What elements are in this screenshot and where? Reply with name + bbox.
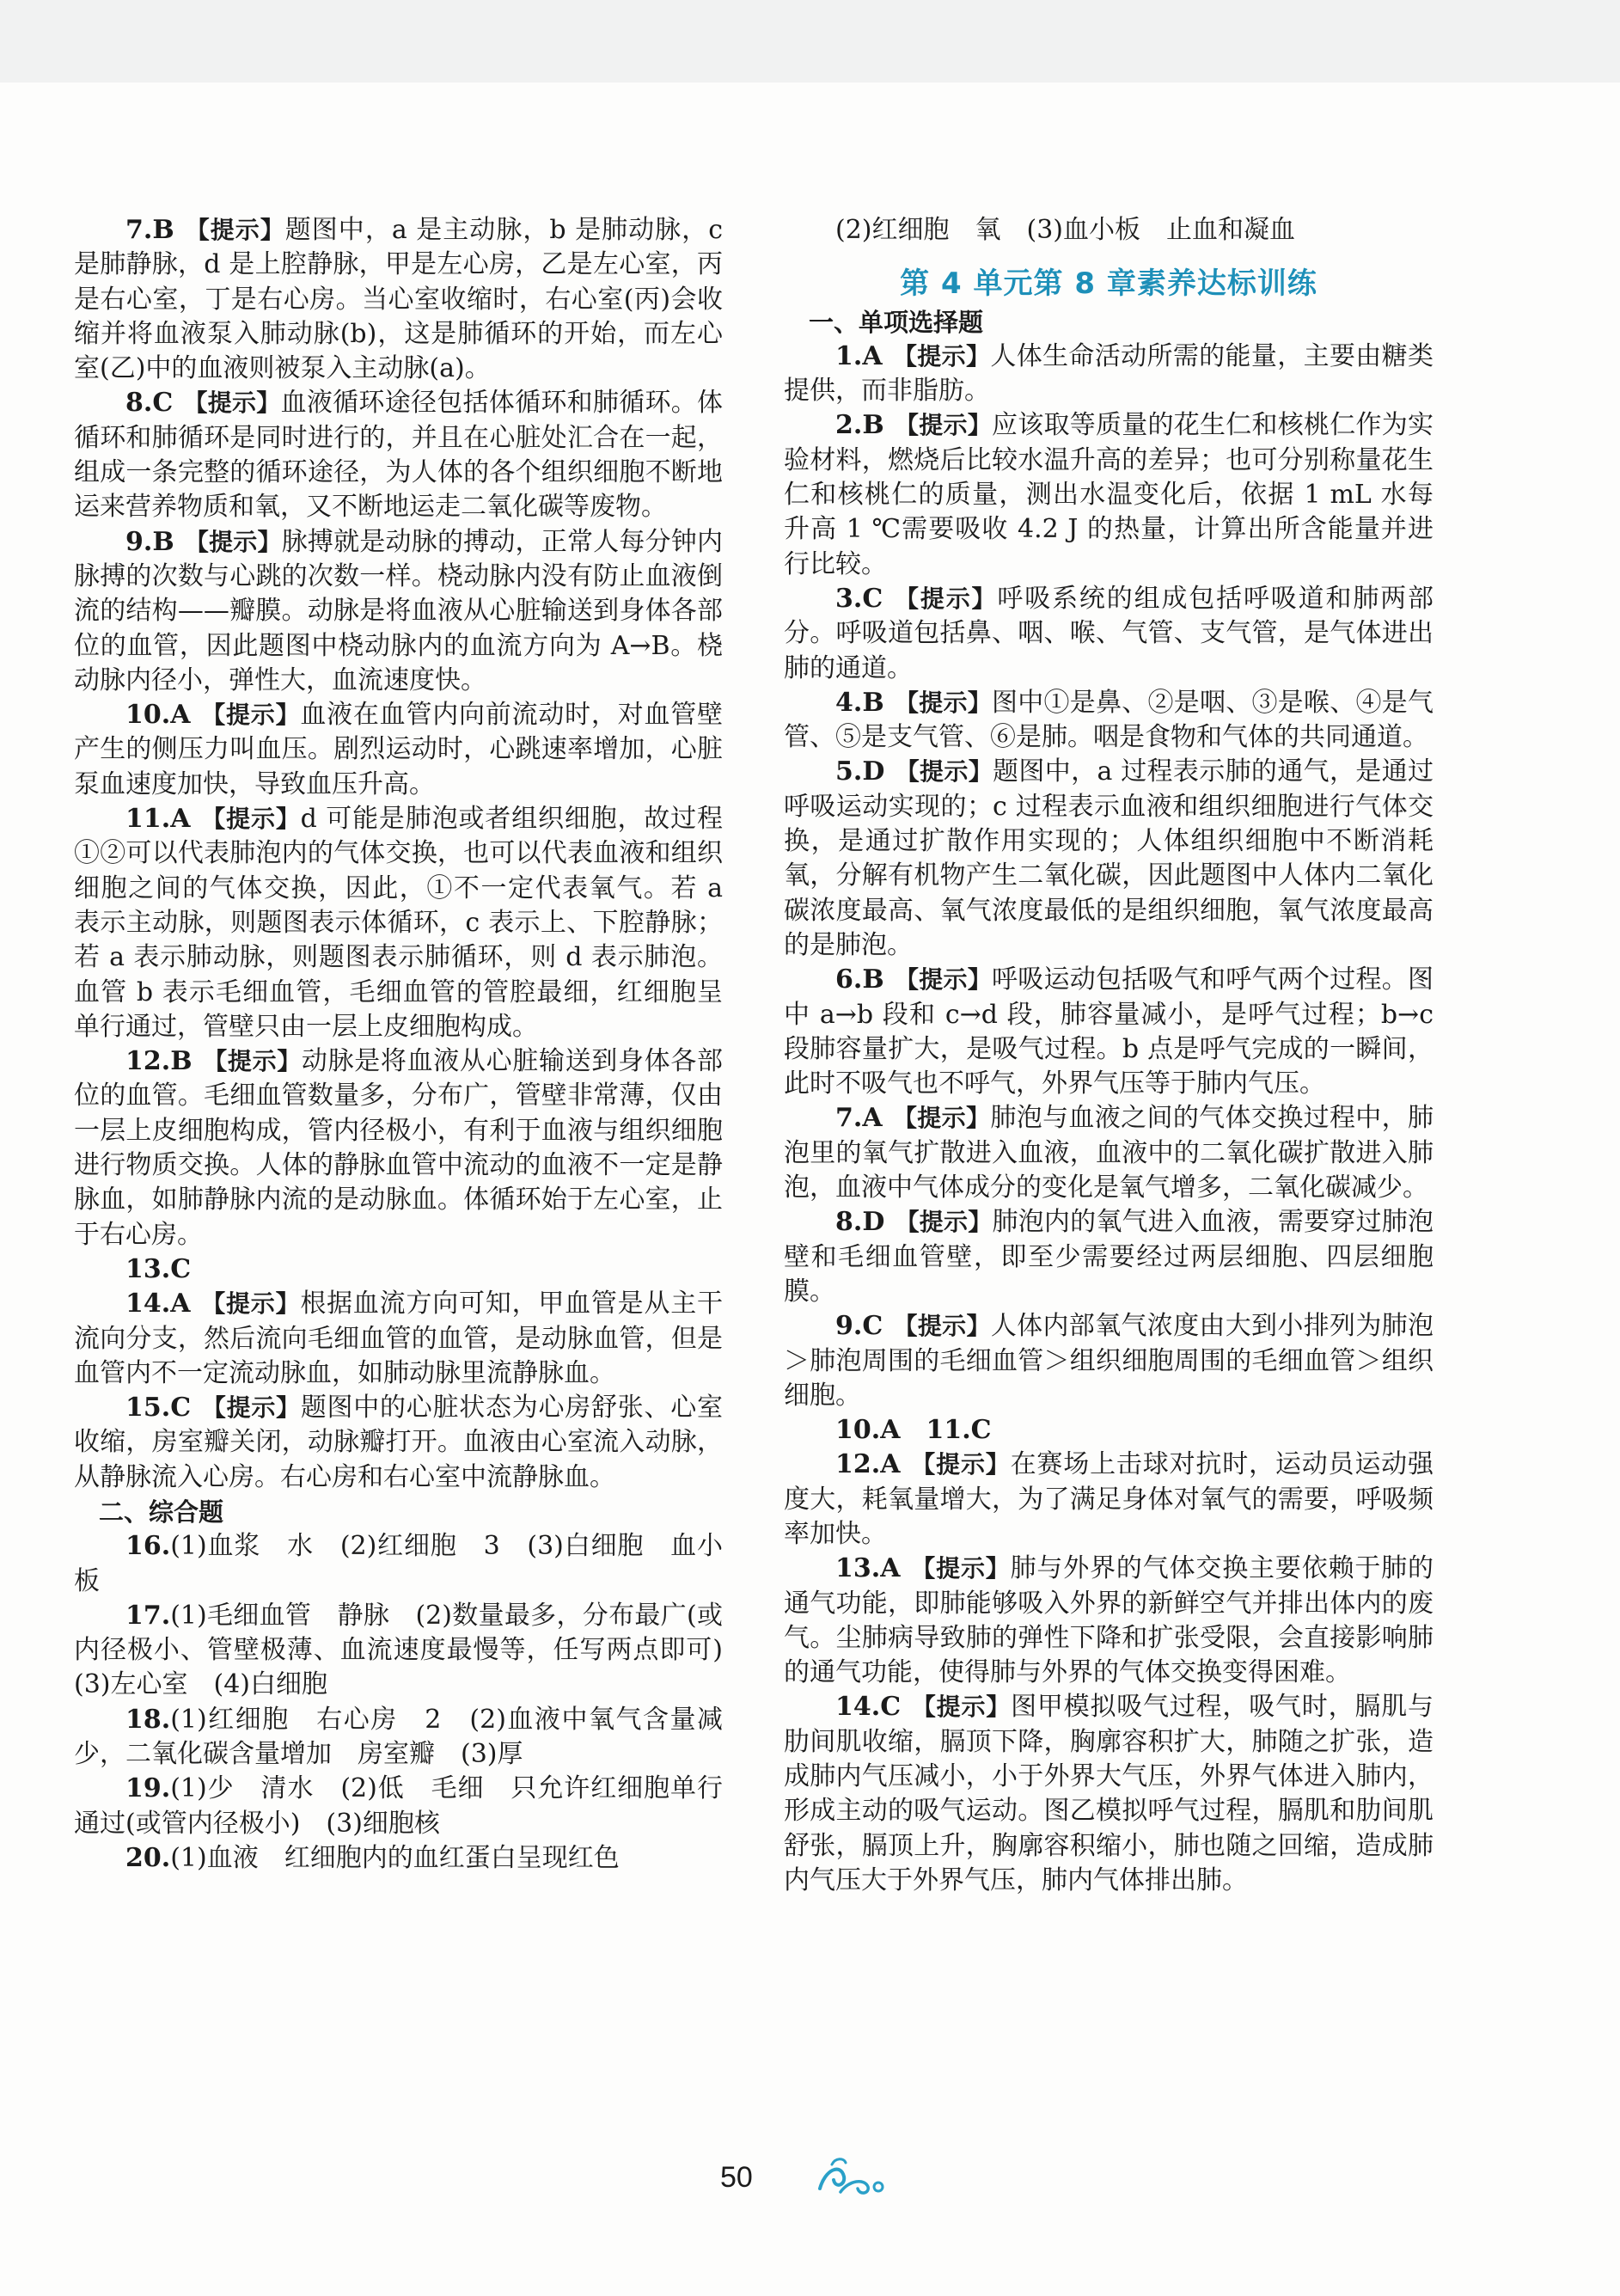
top-strip	[0, 0, 1620, 83]
answer-number: 17.	[125, 1600, 171, 1631]
answer-item	[74, 213, 723, 386]
answer-number: 16.	[125, 1531, 171, 1562]
swirl-ornament-icon	[815, 2154, 892, 2197]
answer-item	[74, 1252, 723, 1287]
answer-number: 1.A	[835, 340, 883, 371]
answer-text: 题图中，a 过程表示肺的通气，是通过呼吸运动实现的；c 过程表示血液和组织细胞进行气体交换，是通过扩散作用实现的；人体组织细胞中不断消耗氧，分解有机物产生二氧化碳，因此题图中人体内二氧化碳浓度最高、氧气浓度最低的是组织细胞，氧气浓度最高的是肺泡。	[784, 756, 1434, 960]
hint-label: 【提示】	[893, 584, 998, 613]
answer-text: 题图中，a 是主动脉，b 是肺动脉，c 是肺静脉，d 是上腔静脉，甲是左心房，乙是左心室，丙是右心室，丁是右心房。当心室收缩时，右心室(丙)会收缩并将血液泵入肺动脉(b)，这是肺循环的开始，而左心室(乙)中的血液则被泵入主动脉(a)。	[74, 215, 723, 384]
answer-number: 19.	[125, 1773, 171, 1804]
answer-text: 图中①是鼻、②是咽、③是喉、④是气管、⑤是支气管、⑥是肺。咽是食物和气体的共同通道。	[784, 687, 1434, 753]
answer-text: 题图中的心脏状态为心房舒张、心室收缩，房室瓣关闭，动脉瓣打开。血液由心室流入动脉，从静脉流入心房。右心房和右心室中流静脉血。	[74, 1393, 723, 1492]
answer-item	[784, 963, 1434, 1101]
answer-number: 14.A	[125, 1289, 191, 1319]
answer-item	[784, 1690, 1434, 1898]
answer-item	[74, 1529, 723, 1599]
answer-item	[74, 1287, 723, 1391]
answer-item	[784, 1101, 1434, 1205]
answer-number: 10.A	[125, 700, 191, 731]
answer-number: 7.A	[835, 1103, 883, 1134]
answer-text: 根据血流方向可知，甲血管是从主干流向分支，然后流向毛细血管的血管，是动脉血管，但是血管内不一定流动脉血，如肺动脉里流静脉血。	[74, 1289, 723, 1388]
answer-number: 2.B	[835, 410, 884, 441]
answer-item	[74, 1772, 723, 1841]
answer-number: 9.B	[125, 526, 174, 557]
answer-number: 5.D	[835, 756, 885, 787]
answer-text: 肺与外界的气体交换主要依赖于肺的通气功能，即肺能够吸入外界的新鲜空气并排出体内的废气。尘肺病导致肺的弹性下降和扩张受限，会直接影响肺的通气功能，使得肺与外界的气体交换变得困难。	[784, 1553, 1434, 1688]
answer-number: 10.A 11.C	[835, 1415, 992, 1446]
answer-text: d 可能是肺泡或者组织细胞，故过程①②可以代表肺泡内的气体交换，也可以代表血液和组织细胞之间的气体交换，因此，①不一定代表氧气。若 a 表示主动脉，则题图表示体循环，c 表示上、下腔静脉；若 a 表示肺动脉，则题图表示肺循环，则 d 表示肺泡。血管 b 表示毛细血管，毛细血管的管腔最细，红细胞呈单行通过，管壁只由一层上皮细胞构成。	[74, 804, 723, 1042]
hint-label: 【提示】	[184, 527, 282, 556]
answer-number: 18.	[125, 1704, 171, 1735]
answer-number: 8.C	[125, 388, 174, 419]
answer-number: 4.B	[835, 687, 884, 718]
answer-text: 人体生命活动所需的能量，主要由糖类提供，而非脂肪。	[784, 340, 1434, 407]
answer-text: 肺泡与血液之间的气体交换过程中，肺泡里的氧气扩散进入血液，血液中的二氧化碳扩散进入肺泡，血液中气体成分的变化是氧气增多，二氧化碳减少。	[784, 1103, 1434, 1203]
hint-label: 【提示】	[183, 389, 281, 418]
answer-text: 在赛场上击球对抗时，运动员运动强度大，耗氧量增大，为了满足身体对氧气的需要，呼吸频率加快。	[784, 1449, 1434, 1549]
answer-number: 11.A	[125, 804, 191, 835]
answer-text: (1)少 清水 (2)低 毛细 只允许红细胞单行通过(或管内径极小) (3)细胞核	[74, 1773, 723, 1839]
answer-number: 6.B	[835, 964, 884, 995]
section-heading: 二、综合题	[99, 1497, 224, 1527]
hint-label: 【提示】	[184, 216, 285, 244]
answer-text: 脉搏就是动脉的搏动，正常人每分钟内脉搏的次数与心跳的次数一样。桡动脉内没有防止血液倒流的结构——瓣膜。动脉是将血液从心脏输送到身体各部位的血管，因此题图中桡动脉内的血流方向为 A→B。桡动脉内径小，弹性大，血流速度快。	[74, 526, 723, 695]
answer-text: (1)毛细血管 静脉 (2)数量最多，分布最广(或内径极小、管壁极薄、血流速度最慢等，任写两点即可) (3)左心室 (4)白细胞	[74, 1600, 749, 1700]
answer-item	[74, 386, 723, 524]
answer-item	[74, 1599, 749, 1703]
hint-label: 【提示】	[894, 411, 992, 440]
answer-text: (1)血浆 水 (2)红细胞 3 (3)白细胞 血小板	[74, 1531, 723, 1596]
answer-item	[74, 1841, 723, 1876]
answer-continuation: (2)红细胞 氧 (3)血小板 止血和凝血	[835, 215, 1295, 245]
answer-item	[74, 802, 723, 1044]
hint-label: 【提示】	[201, 1393, 301, 1423]
answer-text: 血液在血管内向前流动时，对血管壁产生的侧压力叫血压。剧烈运动时，心跳速率增加，心脏泵血速度加快，导致血压升高。	[74, 700, 723, 799]
hint-label: 【提示】	[894, 688, 992, 717]
answer-text: 动脉是将血液从心脏输送到身体各部位的血管。毛细血管数量多，分布广，管壁非常薄，仅由一层上皮细胞构成，管内径极小，有利于血液与组织细胞进行物质交换。人体的静脉血管中流动的血液不一定是静脉血，如肺静脉内流的是动脉血。体循环始于左心室，止于右心房。	[74, 1046, 723, 1250]
hint-label: 【提示】	[200, 1289, 301, 1319]
answer-item	[74, 525, 723, 698]
hint-label: 【提示】	[202, 1047, 302, 1076]
answer-text: 图甲模拟吸气过程，吸气时，膈肌与肋间肌收缩，膈顶下降，胸廓容积扩大，肺随之扩张，造成肺内气压减小，小于外界大气压，外界气体进入肺内，形成主动的吸气运动。图乙模拟呼气过程，膈肌和肋间肌舒张，膈顶上升，胸廓容积缩小，肺也随之回缩，造成肺内气压大于外界气压，肺内气体排出肺。	[784, 1692, 1434, 1895]
answer-item	[74, 1391, 723, 1495]
answer-number: 3.C	[835, 583, 883, 614]
hint-label: 【提示】	[894, 965, 992, 995]
answer-item	[784, 1552, 1434, 1690]
answer-item	[784, 1413, 1434, 1448]
answer-number: 14.C	[835, 1692, 902, 1723]
left-column	[74, 213, 749, 1876]
hint-label: 【提示】	[895, 757, 993, 787]
answer-item	[784, 340, 1434, 409]
answer-item	[74, 698, 723, 802]
answer-number: 13.A	[835, 1553, 901, 1584]
answer-number: 15.C	[125, 1393, 192, 1424]
answer-item	[74, 1703, 723, 1773]
answer-text: 肺泡内的氧气进入血液，需要穿过肺泡壁和毛细血管壁，即至少需要经过两层细胞、四层细胞膜。	[784, 1207, 1434, 1307]
answer-text: 人体内部氧气浓度由大到小排列为肺泡＞肺泡周围的毛细血管＞组织细胞周围的毛细血管＞组织细胞。	[784, 1311, 1434, 1411]
hint-label: 【提示】	[892, 1104, 991, 1133]
hint-label: 【提示】	[200, 701, 301, 730]
right-column	[784, 213, 1434, 1898]
hint-label: 【提示】	[200, 805, 301, 834]
answer-item	[784, 686, 1434, 756]
answer-text: 呼吸系统的组成包括呼吸道和肺两部分。呼吸道包括鼻、咽、喉、气管、支气管，是气体进出肺的通道。	[784, 583, 1434, 683]
answer-text: (1)血液 红细胞内的血红蛋白呈现红色	[170, 1842, 620, 1873]
hint-label: 【提示】	[910, 1450, 1011, 1479]
answer-item	[784, 582, 1434, 686]
section-title: 第 4 单元第 8 章素养达标训练	[900, 266, 1317, 302]
answer-text: 呼吸运动包括吸气和呼气两个过程。图中 a→b 段和 c→d 段，肺容量减小，是呼气过程；b→c 段肺容量扩大，是吸气过程。b 点是呼气完成的一瞬间，此时不吸气也不呼气，外界气压等于肺内气压。	[784, 964, 1434, 1099]
hint-label: 【提示】	[911, 1693, 1012, 1722]
answer-text: 应该取等质量的花生仁和核桃仁作为实验材料，燃烧后比较水温升高的差异；也可分别称量花生仁和核桃仁的质量，测出水温变化后，依据 1 mL 水每升高 1 ℃需要吸收 4.2 J 的热量，计算出所含能量并进行比较。	[784, 410, 1434, 579]
answer-number: 9.C	[835, 1311, 883, 1342]
answer-number: 12.A	[835, 1449, 901, 1480]
answer-number: 13.C	[125, 1253, 192, 1284]
section-heading: 一、单项选择题	[809, 307, 984, 337]
answer-item	[784, 755, 1434, 963]
answer-text: (1)红细胞 右心房 2 (2)血液中氧气含量减少，二氧化碳含量增加 房室瓣 (3)厚	[74, 1704, 723, 1770]
answer-item	[784, 408, 1434, 581]
page-number: 50	[720, 2161, 753, 2194]
hint-label: 【提示】	[895, 1208, 993, 1237]
answer-number: 8.D	[835, 1207, 885, 1238]
answer-text: 血液循环途径包括体循环和肺循环。体循环和肺循环是同时进行的，并且在心脏处汇合在一起，组成一条完整的循环途径，为人体的各个组织细胞不断地运来营养物质和氧，又不断地运走二氧化碳等废物。	[74, 388, 723, 523]
hint-label: 【提示】	[910, 1554, 1011, 1583]
answer-item	[74, 1044, 723, 1252]
answer-number: 12.B	[125, 1046, 193, 1077]
answer-item	[784, 1309, 1434, 1413]
hint-label: 【提示】	[892, 341, 991, 370]
answer-item	[784, 1448, 1434, 1552]
hint-label: 【提示】	[893, 1312, 991, 1341]
answer-number: 7.B	[125, 215, 174, 245]
answer-item	[784, 1205, 1434, 1309]
answer-number: 20.	[125, 1842, 171, 1873]
